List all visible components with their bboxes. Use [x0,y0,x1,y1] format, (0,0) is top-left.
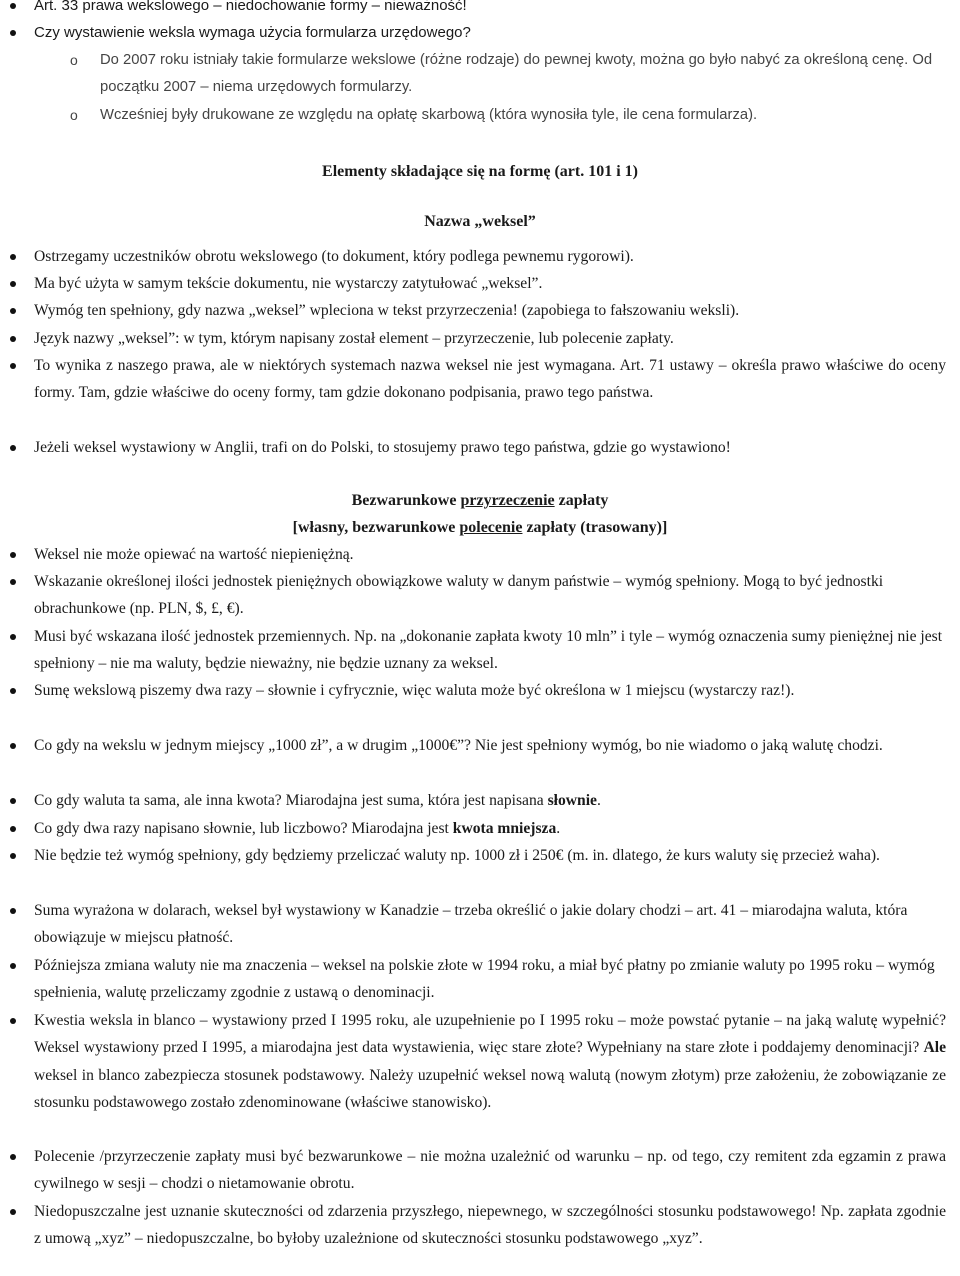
bullet-icon [10,826,16,832]
bullet-icon [10,363,16,369]
list-item: Wskazanie określonej ilości jednostek pieniężnych obowiązkowe waluty w danym państwie – wymóg spełniony. Mogą to być jednostki obrachunkowe (np. PLN, $, £, €). [34,568,946,623]
section-subheading: [własny, bezwarunkowe polecenie zapłaty (trasowany)] [292,519,668,536]
bullet-icon [10,688,16,694]
sub-list-item: o Do 2007 roku istniały takie formularze wekslowe (różne rodzaje) do pewnej kwoty, można go było nabyć za określoną cenę. Od początku 2007 – niema urzędowych formularzy. [100,47,940,102]
bullet-icon [10,336,16,342]
list-item: Późniejsza zmiana waluty nie ma znaczenia – weksel na polskie złote w 1994 roku, a miał być płatny po zmianie waluty po 1995 roku – wymóg spełnienia, walutę przeliczamy zgodnie z ustawą o denominacji. [34,952,946,1007]
bullet-icon [10,798,16,804]
list-item: Nie będzie też wymóg spełniony, gdy będziemy przeliczać waluty np. 1000 zł i 250€ (m. in. dlatego, że kurs waluty się przecież waha). [34,842,946,869]
list-item: Ostrzegamy uczestników obrotu wekslowego (to dokument, który podlega pewnemu rygorowi). [34,243,946,270]
bullet-icon [10,1209,16,1215]
list-item: Jeżeli weksel wystawiony w Anglii, trafi on do Polski, to stosujemy prawo tego państwa, gdzie go wystawiono! [34,434,946,461]
list-item: Wymóg ten spełniony, gdy nazwa „weksel” wpleciona w tekst przyrzeczenia! (zapobiega to fałszowaniu weksli). [34,297,946,324]
list-item: Czy wystawienie weksla wymaga użycia formularza urzędowego? [34,19,946,46]
bullet-icon [10,552,16,558]
list-item: Co gdy dwa razy napisano słownie, lub liczbowo? Miarodajna jest kwota mniejsza. [34,815,946,842]
list-item: Polecenie /przyrzeczenie zapłaty musi być bezwarunkowe – nie można uzależnić od warunku – np. od tego, czy remitent zda egzamin z prawa cywilnego w sesji – chodzi o nietamowanie obrotu. [34,1143,946,1198]
bullet-icon [10,743,16,749]
bullet-icon [10,1018,16,1024]
list-item: Art. 33 prawa wekslowego – niedochowanie formy – nieważność! [34,0,946,19]
circle-bullet-icon: o [70,52,78,68]
bullet-icon [10,281,16,287]
bullet-icon [10,579,16,585]
list-item: Niedopuszczalne jest uznanie skuteczności od zdarzenia przyszłego, niepewnego, w szczególności stosunku podstawowego! Np. zapłata zgodnie z umową „xyz” – niedopuszczalne, bo byłoby uzależnione od skuteczności stosunku podstawowego „xyz”. [34,1198,946,1253]
bullet-icon [10,254,16,260]
bullet-icon [10,308,16,314]
list-item: Co gdy waluta ta sama, ale inna kwota? Miarodajna jest suma, która jest napisana słownie. [34,787,946,814]
section-heading: Elementy składające się na formę (art. 101 i 1) [322,163,638,180]
bullet-icon [10,963,16,969]
section-heading: Bezwarunkowe przyrzeczenie zapłaty [351,492,609,509]
list-item: Co gdy na wekslu w jednym miejscy „1000 zł”, a w drugim „1000€”? Nie jest spełniony wymóg, bo nie wiadomo o jaką walutę chodzi. [34,732,946,759]
list-item: Kwestia weksla in blanco – wystawiony przed I 1995 roku, ale uzupełnienie po I 1995 roku – może powstać pytanie – na jaką walutę wypełnić? Weksel wystawiony przed I 1995, a miarodajna jest data wystawienia, więc stare złote? Wypełniany na stare złote i poddajemy denominacji? Ale weksel in blanco zabezpiecza stosunek podstawowy. Należy uzupełnić weksel nową walutą (nowym złotym) prze założeniu, że zobowiązanie ze stosunku podstawowego zostało zdenominowane (właściwe stanowisko). [34,1007,946,1116]
bullet-icon [10,30,16,36]
list-item: Ma być użyta w samym tekście dokumentu, nie wystarczy zatytułować „weksel”. [34,270,946,297]
bullet-icon [10,908,16,914]
list-item: Weksel nie może opiewać na wartość niepieniężną. [34,541,946,568]
bullet-icon [10,445,16,451]
list-item: Suma wyrażona w dolarach, weksel był wystawiony w Kanadzie – trzeba określić o jakie dolary chodzi – art. 41 – miarodajna waluta, która obowiązuje w miejscu płatność. [34,897,946,952]
list-item: Sumę wekslową piszemy dwa razy – słownie i cyfrycznie, więc waluta może być określona w 1 miejscu (wystarczy raz!). [34,677,946,704]
circle-bullet-icon: o [70,107,78,123]
bullet-icon [10,853,16,859]
bullet-icon [10,3,16,9]
bullet-icon [10,634,16,640]
list-item: Musi być wskazana ilość jednostek przemiennych. Np. na „dokonanie zapłata kwoty 10 mln” i tyle – wymóg oznaczenia sumy pieniężnej nie jest spełniony – nie ma waluty, będzie nieważny, nie będzie uznany za weksel. [34,623,946,678]
subsection-heading: Nazwa „weksel” [424,213,536,230]
list-item: Język nazwy „weksel”: w tym, którym napisany został element – przyrzeczenie, lub polecenie zapłaty. [34,325,946,352]
sub-list-item: o Wcześniej były drukowane ze względu na opłatę skarbową (która wynosiła tyle, ile cena formularza). [100,102,940,129]
list-item: To wynika z naszego prawa, ale w niektórych systemach nazwa weksel nie jest wymagana. Art. 71 ustawy – określa prawo właściwe do oceny formy. Tam, gdzie właściwe do oceny formy, tam gdzie dokonano podpisania, prawo tego państwa. [34,352,946,407]
bullet-icon [10,1154,16,1160]
